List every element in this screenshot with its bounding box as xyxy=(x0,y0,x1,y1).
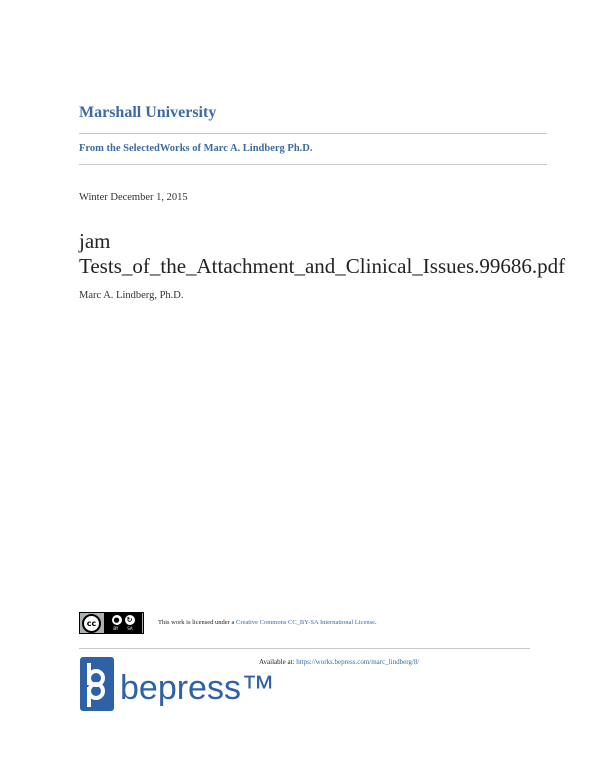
cc-attribution-panel xyxy=(104,613,142,633)
institution-name[interactable]: Marshall University xyxy=(79,104,217,121)
license-link[interactable]: Creative Commons CC_BY-SA International License xyxy=(235,619,375,626)
document-title xyxy=(79,229,565,279)
availability-statement xyxy=(259,658,419,666)
collection-link[interactable]: From the SelectedWorks of Marc A. Lindberg Ph.D. xyxy=(79,143,313,154)
cc-by-label: BY xyxy=(113,626,119,631)
share-alike-icon: ↻ xyxy=(125,615,135,625)
available-label: Available at: xyxy=(259,658,297,666)
bepress-logo[interactable] xyxy=(80,657,275,716)
license-prefix: This work is licensed under a xyxy=(158,619,236,626)
cc-license-badge[interactable] xyxy=(79,612,144,634)
available-url[interactable]: https://works.bepress.com/marc_lindberg/8/ xyxy=(296,658,420,666)
title-line-2: Tests_of_the_Attachment_and_Clinical_Issues.99686.pdf xyxy=(79,254,566,278)
publication-date: Winter December 1, 2015 xyxy=(79,192,188,203)
divider-bottom xyxy=(79,164,547,165)
license-suffix: . xyxy=(375,619,377,626)
author-name: Marc A. Lindberg, Ph.D. xyxy=(79,290,184,301)
footer-divider xyxy=(79,648,530,649)
divider-top xyxy=(79,133,547,134)
bepress-logo-graphic xyxy=(80,657,275,711)
license-statement xyxy=(158,619,377,626)
title-line-1: jam xyxy=(79,229,111,253)
person-icon: ● xyxy=(113,616,120,624)
cc-label: cc xyxy=(86,618,97,628)
logo-wordmark: bepress™ xyxy=(120,669,275,707)
cc-sa-label: SA xyxy=(127,626,133,631)
cc-icon xyxy=(82,614,101,633)
